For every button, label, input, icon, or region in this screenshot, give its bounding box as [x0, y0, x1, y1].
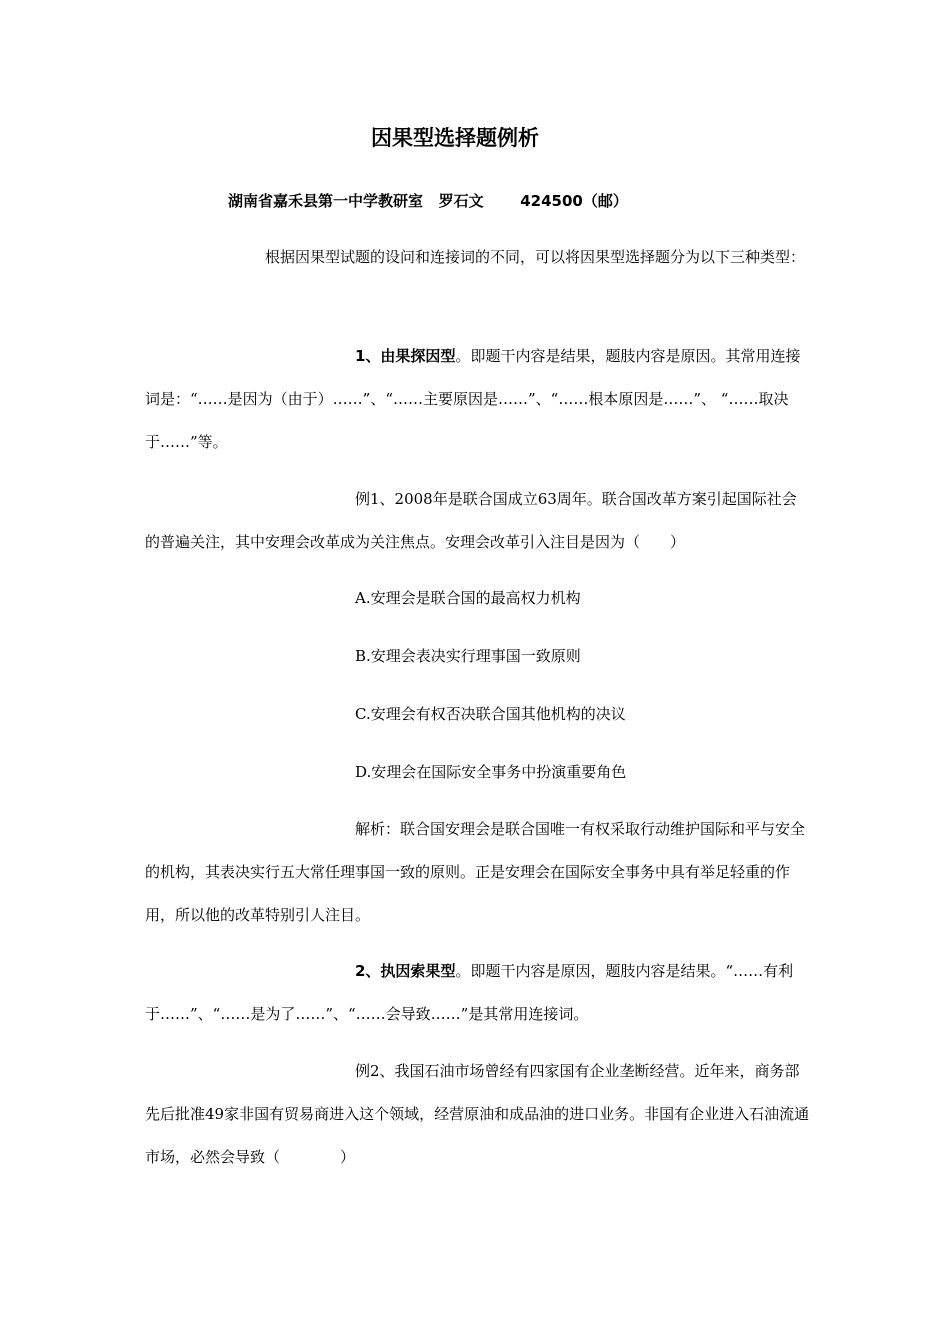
section2-heading: 2、执因索果型 [355, 962, 456, 980]
example1-option-b: B.安理会表决实行理事国一致原则 [355, 647, 581, 665]
example1-question: 例1、2008年是联合国成立63周年。联合国改革方案引起国际社会的普遍关注，其中安理会改革成为关注焦点。安理会改革引入注目是因为（ ） [145, 490, 797, 551]
author-line: 湖南省嘉禾县第一中学教研室 罗石文 424500（邮） [228, 192, 628, 210]
example1-option-c: C.安理会有权否决联合国其他机构的决议 [355, 705, 626, 723]
section1-body: 。即题干内容是结果，题肢内容是原因。其常用连接词是：“……是因为（由于）……”、“……主要原因是……”、“……根本原因是……”、 “……取决于……”等。 [145, 347, 801, 451]
intro-paragraph: 根据因果型试题的设问和连接词的不同，可以将因果型选择题分为以下三种类型： [265, 248, 806, 266]
example1-analysis: 解析：联合国安理会是联合国唯一有权采取行动维护国际和平与安全的机构，其表决实行五大常任理事国一致的原则。正是安理会在国际安全事务中具有举足轻重的作用，所以他的改革特别引人注目。 [145, 820, 806, 924]
example1-option-d: D.安理会在国际安全事务中扮演重要角色 [355, 763, 627, 781]
section2-paragraph [145, 950, 810, 1036]
section1-heading: 1、由果探因型 [355, 347, 456, 365]
section1-paragraph [145, 335, 810, 464]
example1-option-a: A.安理会是联合国的最高权力机构 [355, 589, 581, 607]
example2-question: 例2、我国石油市场曾经有四家国有企业垄断经营。近年来，商务部先后批准49家非国有贸易商进入这个领域，经营原油和成品油的进口业务。非国有企业进入石油流通市场，必然会导致（ ） [145, 1062, 810, 1166]
section2-body: 。即题干内容是原因，题肢内容是结果。“……有利于……”、“……是为了……”、“……会导致……”是其常用连接词。 [145, 962, 794, 1023]
document-title: 因果型选择题例析 [371, 126, 539, 150]
